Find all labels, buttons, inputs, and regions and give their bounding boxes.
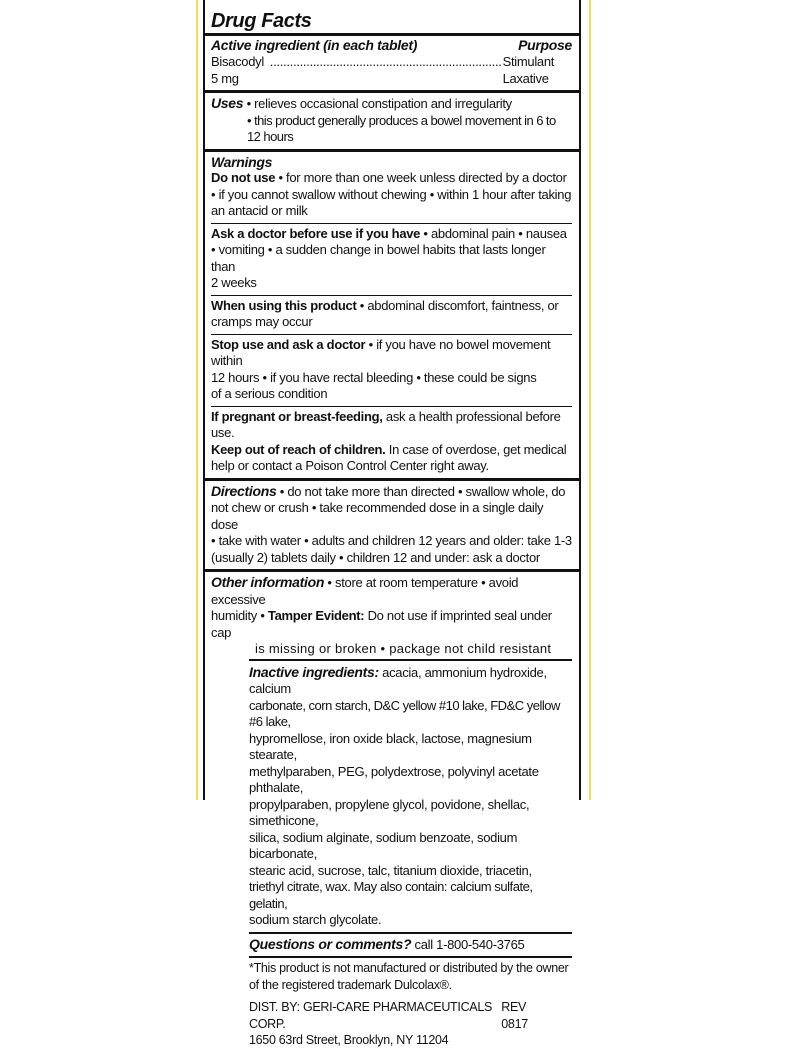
active-ingredient-header <box>211 36 572 54</box>
inactive-text: carbonate, corn starch, D&C yellow #10 lake, FD&C yellow #6 lake, <box>249 697 560 729</box>
inactive-text: triethyl citrate, wax. May also contain: calcium sulfate, gelatin, <box>249 879 533 911</box>
other-info-text: • store at room temperature • avoid excessive <box>211 575 519 607</box>
warning-text: 2 weeks <box>211 275 257 290</box>
directions-text: • do not take more than directed • swallow whole, do <box>276 483 566 499</box>
warning-text: help or contact a Poison Control Center right away. <box>211 458 489 473</box>
directions-section <box>211 481 572 570</box>
warning-text: • abdominal discomfort, faintness, or <box>356 297 559 313</box>
other-information-section <box>211 572 572 659</box>
warning-text: • if you have no bowel movement within <box>211 336 551 368</box>
revision-code: REV 0817 <box>501 1000 528 1031</box>
trademark-note: *This product is not manufactured or distributed by the owner <box>249 961 569 975</box>
directions-heading: Directions <box>211 482 277 499</box>
inactive-text: propylparaben, propylene glycol, povidone, shellac, simethicone, <box>249 796 530 828</box>
uses-line: • this product generally produces a bowel movement in 6 to 12 hours <box>247 112 556 144</box>
warning-text: of a serious condition <box>211 386 328 401</box>
distributor-address: 1650 63rd Street, Brooklyn, NY 11204 <box>249 1033 449 1047</box>
directions-text: not chew or crush • take recommended dose in a single daily dose <box>211 500 544 532</box>
stop-use-heading: Stop use and ask a doctor <box>211 336 366 352</box>
other-info-text: humidity • <box>211 608 268 623</box>
left-yellow-border <box>196 0 198 800</box>
distributor-row <box>249 999 572 1032</box>
when-using-heading: When using this product <box>211 297 357 313</box>
leader-dots: ...................................................................... <box>269 54 502 69</box>
drug-facts-title: Drug Facts <box>211 10 312 32</box>
footer-section <box>249 958 572 1052</box>
ask-doctor-section <box>211 224 572 295</box>
other-info-text: is missing or broken • package not child resistant <box>255 641 552 656</box>
when-using-section <box>211 296 572 334</box>
do-not-use-heading: Do not use <box>211 170 276 185</box>
pregnant-heading: If pregnant or breast-feeding, <box>211 408 383 424</box>
inactive-ingredients-section <box>249 661 572 932</box>
keep-out-heading: Keep out of reach of children. <box>211 441 386 457</box>
warning-text: • if you cannot swallow without chewing • within 1 hour after taking <box>211 186 572 202</box>
drug-facts-panel <box>203 0 581 1047</box>
inactive-ingredients-heading: Inactive ingredients: <box>249 663 379 680</box>
pregnancy-section <box>211 407 572 478</box>
warnings-section <box>211 152 572 223</box>
warnings-heading: Warnings <box>211 153 273 170</box>
inactive-text: methylparaben, PEG, polydextrose, polyvinyl acetate phthalate, <box>249 763 539 795</box>
directions-text: (usually 2) tablets daily • children 12 and under: ask a doctor <box>211 549 540 565</box>
questions-heading: Questions or comments? <box>249 935 412 952</box>
ingredient-purpose: Stimulant Laxative <box>502 54 555 86</box>
ask-doctor-heading: Ask a doctor before use if you have <box>211 225 421 241</box>
active-ingredient-row <box>211 54 572 90</box>
warning-text: • abdominal pain • nausea <box>420 225 567 241</box>
warning-text: • vomiting • a sudden change in bowel habits that lasts longer than <box>211 242 546 274</box>
phone-number: call 1-800-540-3765 <box>411 936 525 952</box>
uses-section <box>211 93 572 149</box>
warning-text: ask a health professional before use. <box>211 408 561 440</box>
inactive-text: sodium starch glycolate. <box>249 912 382 927</box>
inactive-text: hypromellose, iron oxide black, lactose, magnesium stearate, <box>249 730 532 762</box>
inactive-text: silica, sodium alginate, sodium benzoate, sodium bicarbonate, <box>249 829 518 861</box>
other-information-heading: Other information <box>211 574 325 590</box>
uses-heading: Uses <box>211 95 244 111</box>
uses-line: • relieves occasional constipation and irregularity <box>246 96 512 111</box>
questions-section <box>249 934 572 957</box>
distributor: DIST. BY: GERI-CARE PHARMACEUTICALS CORP. <box>249 1000 493 1031</box>
warning-text: 12 hours • if you have rectal bleeding • these could be signs <box>211 369 537 385</box>
warning-text: an antacid or milk <box>211 203 308 218</box>
inactive-ingredients-box <box>249 659 579 1052</box>
trademark-note: of the registered trademark Dulcolax®. <box>249 977 452 992</box>
active-ingredient-label: Active ingredient (in each tablet) <box>211 37 418 53</box>
inactive-text: stearic acid, sucrose, talc, titanium dioxide, triacetin, <box>249 862 532 878</box>
right-yellow-border <box>589 0 591 800</box>
ingredient-name: Bisacodyl 5 mg <box>211 54 264 86</box>
directions-text: • take with water • adults and children 12 years and older: take 1-3 <box>211 533 572 548</box>
inactive-text: acacia, ammonium hydroxide, calcium <box>249 664 547 696</box>
stop-use-section <box>211 335 572 406</box>
tamper-evident-heading: Tamper Evident: <box>267 608 365 623</box>
purpose-label: Purpose <box>518 37 572 53</box>
warning-text: cramps may occur <box>211 314 313 329</box>
warning-text: • for more than one week unless directed by a doctor <box>275 170 567 185</box>
other-info-text: Do not use if imprinted seal under cap <box>211 608 552 640</box>
warning-text: In case of overdose, get medical <box>385 441 567 457</box>
